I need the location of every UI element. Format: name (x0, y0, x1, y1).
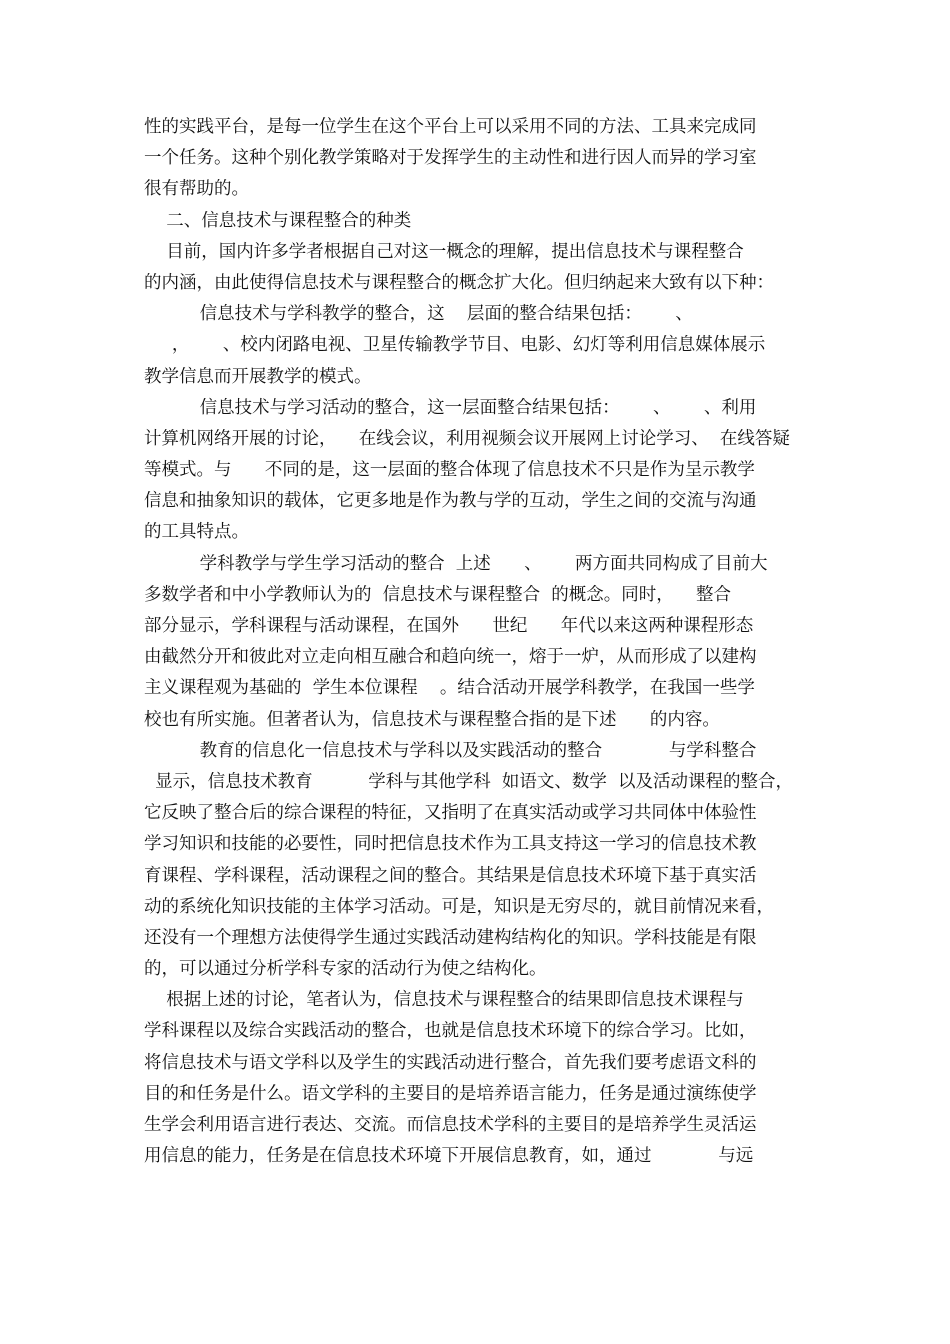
text-line: 动的系统化知识技能的主体学习活动。可是，知识是无穷尽的，就目前情况来看， (144, 896, 774, 917)
text-line: 教育的信息化一信息技术与学科以及实践活动的整合 与学科整合 (144, 740, 757, 761)
text-line: 用信息的能力，任务是在信息技术环境下开展信息教育，如，通过 与远 (144, 1146, 754, 1167)
text-line: 教学信息而开展教学的模式。 (144, 366, 372, 387)
text-line: 一个任务。这种个别化教学策略对于发挥学生的主动性和进行因人而异的学习室 (144, 148, 757, 169)
text-line: 信息和抽象知识的载体，它更多地是作为教与学的互动，学生之间的交流与沟通 (144, 491, 757, 512)
text-line: 目前，国内许多学者根据自己对这一概念的理解，提出信息技术与课程整合 (144, 241, 744, 262)
text-line: 的内涵，由此使得信息技术与课程整合的概念扩大化。但归纳起来大致有以下种： (144, 272, 774, 293)
text-line: 还没有一个理想方法使得学生通过实践活动建构结构化的知识。学科技能是有限 (144, 927, 757, 948)
text-line: 学科课程以及综合实践活动的整合，也就是信息技术环境下的综合学习。比如， (144, 1021, 757, 1042)
text-line: 的，可以通过分析学科专家的活动行为使之结构化。 (144, 959, 547, 980)
text-line: 计算机网络开展的讨论， 在线会议，利用视频会议开展网上讨论学习、 在线答疑 (144, 428, 790, 449)
text-line: 校也有所实施。但著者认为，信息技术与课程整合指的是下述 的内容。 (144, 709, 720, 730)
text-line: 性的实践平台，是每一位学生在这个平台上可以采用不同的方法、工具来完成同 (144, 117, 757, 137)
document-page (144, 112, 810, 1172)
text-line: ， 、校内闭路电视、卫星传输教学节目、电影、幻灯等利用信息媒体展示 (144, 335, 766, 356)
text-line: 显示，信息技术教育 学科与其他学科 如语文、数学 以及活动课程的整合， (144, 771, 794, 792)
text-line: 目的和任务是什么。语文学科的主要目的是培养语言能力，任务是通过演练使学 (144, 1083, 757, 1104)
text-line: 根据上述的讨论，笔者认为，信息技术与课程整合的结果即信息技术课程与 (144, 990, 744, 1011)
text-line: 育课程、学科课程，活动课程之间的整合。其结果是信息技术环境下基于真实活 (144, 865, 757, 886)
text-line: 部分显示，学科课程与活动课程，在国外 世纪 年代以来这两种课程形态 (144, 616, 754, 636)
text-line: 等模式。与 不同的是，这一层面的整合体现了信息技术不只是作为呈示教学 (144, 460, 755, 481)
text-line: 信息技术与学科教学的整合，这 层面的整合结果包括： 、 (144, 304, 693, 325)
text-line: 将信息技术与语文学科以及学生的实践活动进行整合，首先我们要考虑语文科的 (144, 1052, 757, 1073)
text-line: 学科教学与学生学习活动的整合 上述 、 两方面共同构成了目前大 (144, 553, 768, 574)
text-line: 很有帮助的。 (144, 179, 249, 200)
text-line: 主义课程观为基础的 学生本位课程 。结合活动开展学科教学，在我国一些学 (144, 678, 755, 699)
text-line: 的工具特点。 (144, 522, 249, 543)
text-line: 学习知识和技能的必要性，同时把信息技术作为工具支持这一学习的信息技术教 (144, 834, 757, 855)
text-line: 它反映了整合后的综合课程的特征，又指明了在真实活动或学习共同体中体验性 (144, 803, 757, 824)
text-line: 由截然分开和彼此对立走向相互融合和趋向统一，熔于一炉，从而形成了以建构 (144, 647, 757, 668)
text-line: 生学会利用语言进行表达、交流。而信息技术学科的主要目的是培养学生灵活运 (144, 1115, 757, 1135)
text-line: 信息技术与学习活动的整合，这一层面整合结果包括： 、 、利用 (144, 397, 757, 418)
text-line: 多数学者和中小学教师认为的 信息技术与课程整合 的概念。同时， 整合 (144, 584, 731, 605)
section-heading: 二、信息技术与课程整合的种类 (144, 210, 412, 231)
